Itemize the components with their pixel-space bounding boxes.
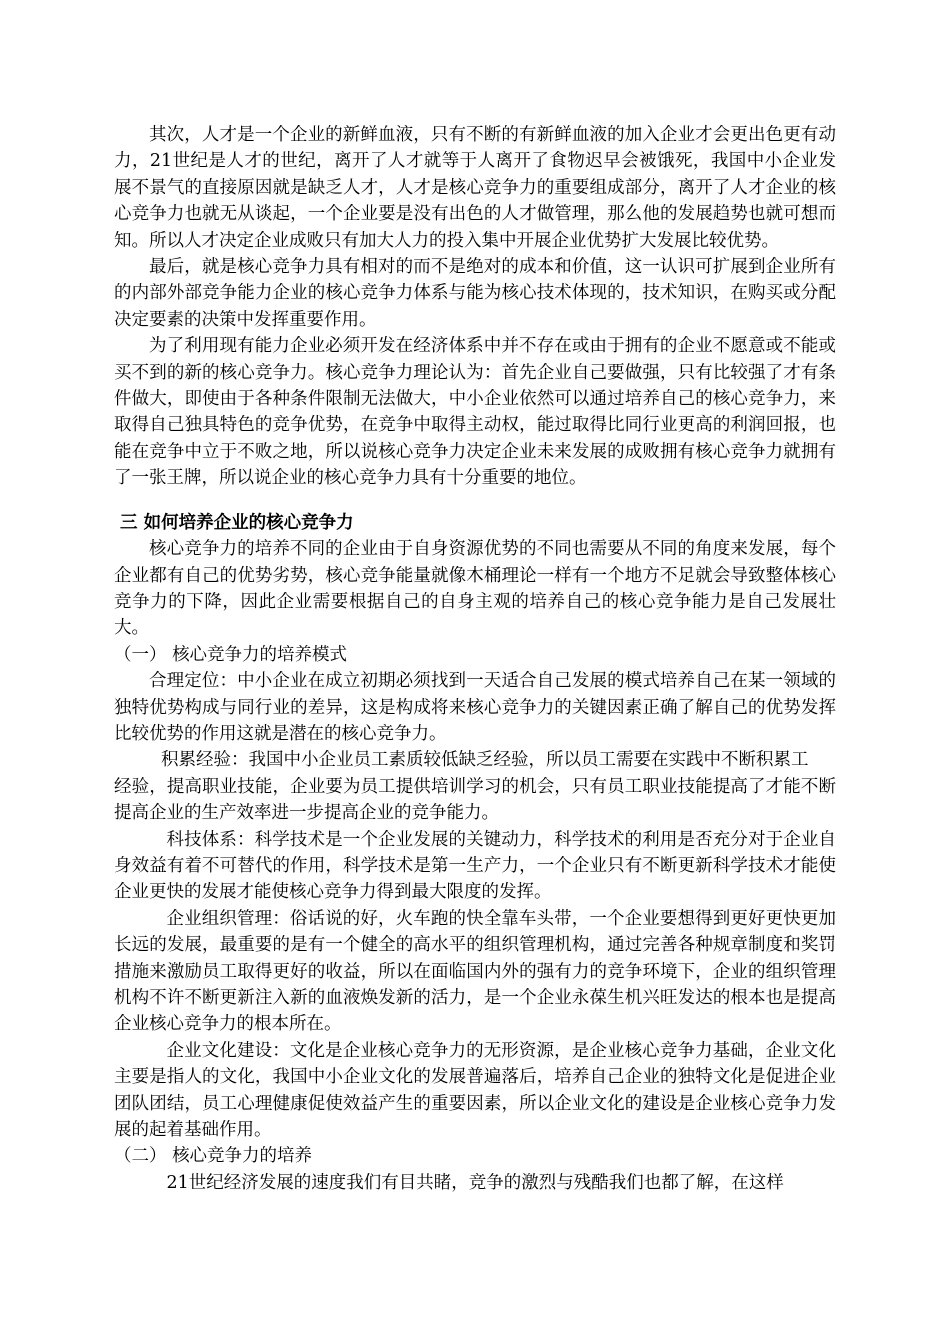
- document-page: [114, 122, 836, 1196]
- subsection-heading-2: （二） 核心竞争力的培养: [114, 1146, 313, 1167]
- paragraph-new-competence: 为了利用现有能力企业必须开发在经济体系中并不存在或由于拥有的企业不愿意或不能或买不到的新的核心竞争力。核心竞争力理论认为：首先企业自己要做强，只有比较强了才有条件做大，即使由于各种条件限制无法做大，中小企业依然可以通过培养自己的核心竞争力，来取得自己独具特色的竞争优势，在竞争中取得主动权，能过取得比同行业更高的利润回报，也能在竞争中立于不败之地，所以说核心竞争力决定企业未来发展的成败拥有核心竞争力就拥有了一张王牌，所以说企业的核心竞争力具有十分重要的地位。: [114, 336, 836, 489]
- paragraph-cultivation-intro: 核心竞争力的培养不同的企业由于自身资源优势的不同也需要从不同的角度来发展，每个企业都有自己的优势劣势，核心竞争能量就像木桶理论一样有一个地方不足就会导致整体核心竞争力的下降，因此企业需要根据自己的自身主观的培养自己的核心竞争能力是自己发展壮大。: [114, 539, 836, 639]
- paragraph-talent: 其次，人才是一个企业的新鲜血液，只有不断的有新鲜血液的加入企业才会更出色更有动力，21世纪是人才的世纪，离开了人才就等于人离开了食物迟早会被饿死，我国中小企业发展不景气的直接原因就是缺乏人才，人才是核心竞争力的重要组成部分，离开了人才企业的核心竞争力也就无从谈起，一个企业要是没有出色的人才做管理，那么他的发展趋势也就可想而知。所以人才决定企业成败只有加大人力的投入集中开展企业优势扩大发展比较优势。: [114, 125, 836, 251]
- section-heading-3: 三 如何培养企业的核心竞争力: [120, 512, 354, 533]
- paragraph-experience-continued: 经验，提高职业技能，企业要为员工提供培训学习的机会，只有员工职业技能提高了才能不断提高企业的生产效率进一步提高企业的竞争能力。: [114, 776, 836, 824]
- paragraph-21st-century: 21世纪经济发展的速度我们有目共睹，竞争的激烈与残酷我们也都了解，在这样: [166, 1172, 784, 1193]
- paragraph-relative-cost: 最后，就是核心竞争力具有相对的而不是绝对的成本和价值，这一认识可扩展到企业所有的内部外部竞争能力企业的核心竞争力体系与能为核心技术体现的，技术知识，在购买或分配决定要素的决策中发挥重要作用。: [114, 257, 836, 330]
- paragraph-culture: 企业文化建设：文化是企业核心竞争力的无形资源，是企业核心竞争力基础，企业文化主要是指人的文化，我国中小企业文化的发展普遍落后，培养自己企业的独特文化是促进企业团队团结，员工心理健康促使效益产生的重要因素，所以企业文化的建设是企业核心竞争力发展的起着基础作用。: [114, 1040, 836, 1141]
- paragraph-technology: 科技体系：科学技术是一个企业发展的关键动力，科学技术的利用是否充分对于企业自身效益有着不可替代的作用，科学技术是第一生产力，一个企业只有不断更新科学技术才能使企业更快的发展才能使核心竞争力得到最大限度的发挥。: [114, 829, 836, 903]
- paragraph-experience-first-line: 积累经验：我国中小企业员工素质较低缺乏经验，所以员工需要在实践中不断积累工: [161, 750, 809, 771]
- paragraph-positioning: 合理定位：中小企业在成立初期必须找到一天适合自己发展的模式培养自己在某一领域的独特优势构成与同行业的差异，这是构成将来核心竞争力的关键因素正确了解自己的优势发挥比较优势的作用这就是潜在的核心竞争力。: [114, 671, 836, 744]
- paragraph-organization: 企业组织管理：俗话说的好，火车跑的快全靠车头带，一个企业要想得到更好更快更加长远的发展，最重要的是有一个健全的高水平的组织管理机构，通过完善各种规章制度和奖罚措施来激励员工取得更好的收益，所以在面临国内外的强有力的竞争环境下，企业的组织管理机构不许不断更新注入新的血液焕发新的活力，是一个企业永葆生机兴旺发达的根本也是提高企业核心竞争力的根本所在。: [114, 908, 836, 1035]
- subsection-heading-1: （一） 核心竞争力的培养模式: [114, 644, 348, 665]
